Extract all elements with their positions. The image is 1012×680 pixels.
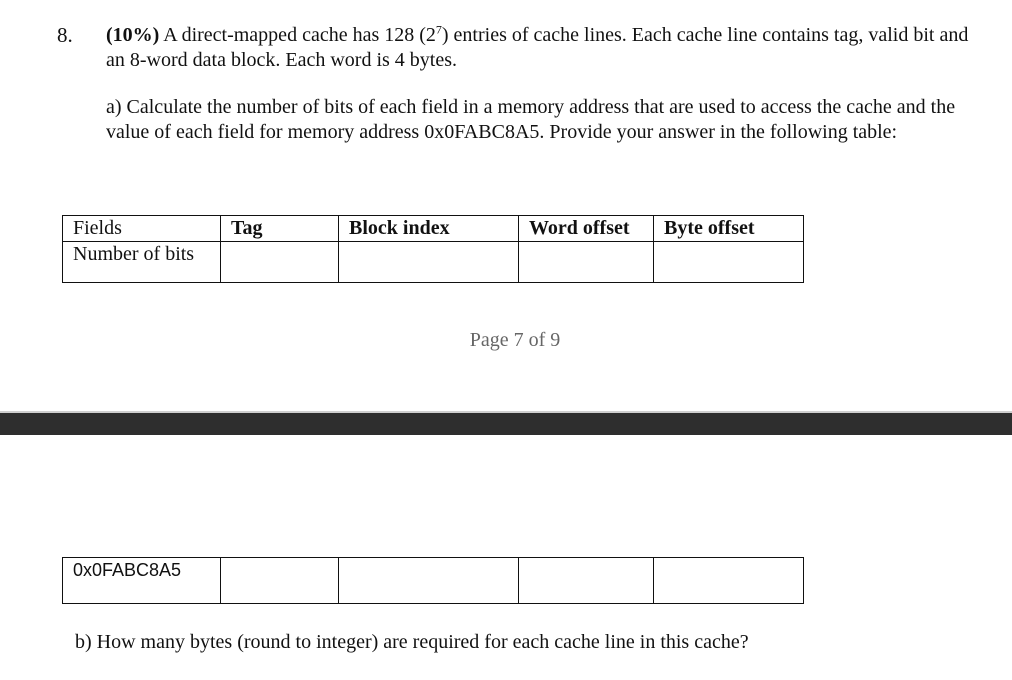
answer-cell-index-bits[interactable] [339,242,519,283]
header-tag: Tag [221,216,339,242]
question-text-part1: A direct-mapped cache has 128 (2 [159,24,436,46]
answer-cell-tag-value[interactable] [221,558,339,604]
table-row [63,558,804,604]
header-fields: Fields [63,216,221,242]
question-text [106,23,986,73]
row-label-address: 0x0FABC8A5 [63,558,221,604]
page-number-footer: Page 7 of 9 [469,329,561,351]
header-word-offset: Word offset [519,216,654,242]
answer-cell-word-offset-bits[interactable] [519,242,654,283]
question-points: (10%) [106,24,160,46]
answer-cell-tag-bits[interactable] [221,242,339,283]
question-exponent: 7 [435,22,442,37]
question-text-part2: ) entries of cache lines. Each cache line contains tag, valid bit and an 8-word data block. Each word is 4 bytes. [106,24,969,71]
answer-cell-word-offset-value[interactable] [519,558,654,604]
address-fields-table [62,215,804,283]
header-byte-offset: Byte offset [654,216,804,242]
answer-cell-byte-offset-value[interactable] [654,558,804,604]
answer-cell-byte-offset-bits[interactable] [654,242,804,283]
answer-cell-index-value[interactable] [339,558,519,604]
page-break-divider [0,411,1012,435]
table-row [63,242,804,283]
row-label-number-of-bits: Number of bits [63,242,221,283]
table-header-row [63,216,804,242]
question-number: 8. [57,23,73,47]
part-a-text: a) Calculate the number of bits of each field in a memory address that are used to access the cache and the value of each field for memory address 0x0FABC8A5. Provide your answer in the following table: [106,96,956,143]
address-values-table [62,557,804,604]
part-b-text: b) How many bytes (round to integer) are required for each cache line in this cache? [75,631,749,653]
header-block-index: Block index [339,216,519,242]
